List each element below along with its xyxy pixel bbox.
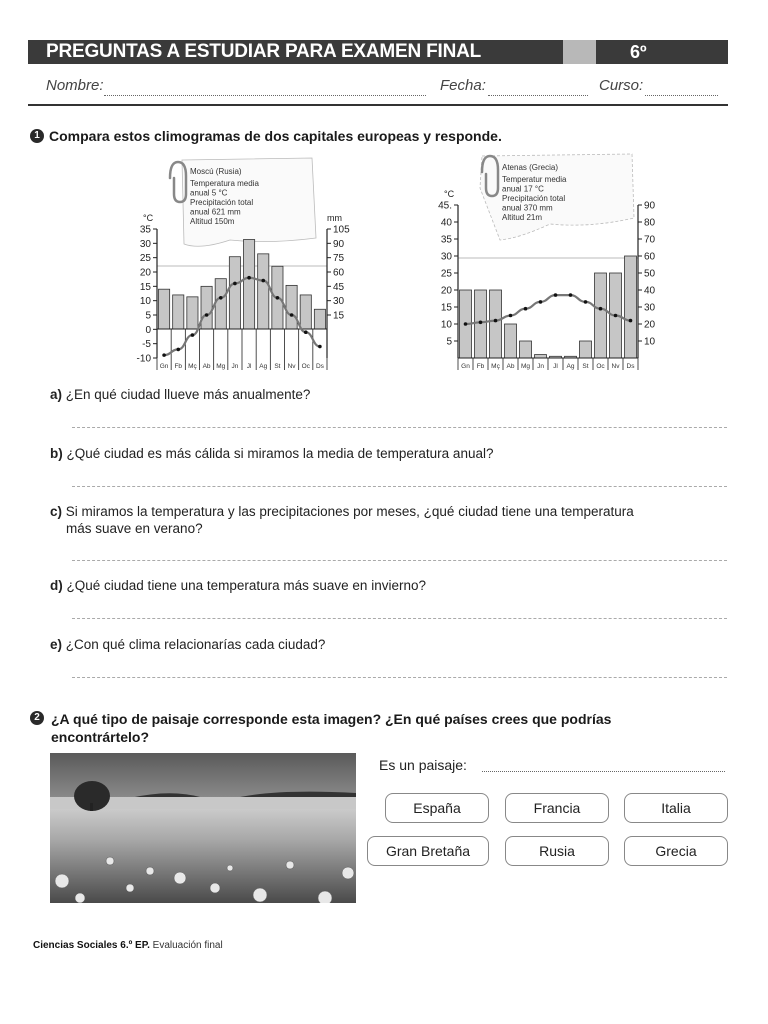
section-title: Compara estos climogramas de dos capitales europeas y responde. <box>49 128 502 144</box>
temperature-point <box>569 293 573 297</box>
temperature-point <box>524 307 528 311</box>
month-label: Jn <box>537 363 544 370</box>
month-label: Gn <box>461 363 470 370</box>
answer-line-e[interactable] <box>72 677 727 678</box>
left-tick-label: 10 <box>440 319 452 331</box>
month-label: Nv <box>611 363 620 370</box>
temperature-point <box>584 300 588 304</box>
temperature-point <box>261 279 265 283</box>
precipitation-bar <box>300 295 311 329</box>
month-label: Jl <box>246 363 252 370</box>
precipitation-bar <box>520 341 532 358</box>
question-e: e) ¿Con qué clima relacionarías cada ciudad? <box>50 637 326 652</box>
note-line: Altitud 21m <box>502 213 543 222</box>
left-tick-label: 20 <box>139 267 151 279</box>
precipitation-bar <box>187 297 198 329</box>
month-label: Mç <box>188 363 197 370</box>
right-tick-label: 60 <box>333 267 345 279</box>
temperature-point <box>599 307 603 311</box>
temperature-point <box>479 321 483 325</box>
right-tick-label: 105 <box>333 224 350 236</box>
temperature-point <box>191 333 195 337</box>
right-tick-label: 40 <box>644 285 656 297</box>
right-axis-unit: mm <box>327 213 342 223</box>
temperature-point <box>629 319 633 323</box>
answer-line-a[interactable] <box>72 427 727 428</box>
month-label: Ab <box>202 363 211 370</box>
name-label: Nombre: <box>46 77 104 94</box>
question-d: d) ¿Qué ciudad tiene una temperatura más suave en invierno? <box>50 578 426 593</box>
country-option-spain[interactable]: España <box>385 793 489 823</box>
note-line: Temperatura media <box>190 179 259 188</box>
temperature-point <box>233 282 237 286</box>
temperature-point <box>162 353 166 357</box>
precipitation-bar <box>173 295 184 329</box>
country-option-greece[interactable]: Grecia <box>624 836 728 866</box>
left-axis-unit: °C <box>143 213 154 223</box>
question-b: b) ¿Qué ciudad es más cálida si miramos la media de temperatura anual? <box>50 446 494 461</box>
temperature-point <box>318 345 322 349</box>
precipitation-bar <box>258 254 269 329</box>
left-tick-label: 15 <box>440 302 452 314</box>
note-line: anual 621 mm <box>190 207 241 217</box>
precipitation-bar <box>625 256 637 358</box>
left-axis-unit: °C <box>444 189 455 199</box>
course-label: Curso: <box>599 77 644 94</box>
note-line: anual 17 °C <box>502 184 544 194</box>
temperature-point <box>276 296 280 300</box>
temperature-point <box>554 293 558 297</box>
temperature-point <box>247 276 251 280</box>
month-label: Oc <box>596 363 605 370</box>
temperature-point <box>464 322 468 326</box>
country-option-russia[interactable]: Rusia <box>505 836 609 866</box>
precipitation-bar <box>286 285 297 329</box>
left-tick-label: 15 <box>139 281 151 293</box>
answer-line-b[interactable] <box>72 486 727 487</box>
left-tick-label: 20 <box>440 285 452 297</box>
month-label: Ag <box>566 363 575 370</box>
left-tick-label: 0 <box>145 324 151 336</box>
precipitation-bar <box>505 324 517 358</box>
right-tick-label: 60 <box>644 251 656 263</box>
note-line: Precipitación total <box>190 198 254 207</box>
temperature-point <box>614 314 618 318</box>
precipitation-bar <box>314 309 325 329</box>
section-number-badge: 1 <box>30 129 44 143</box>
date-label: Fecha: <box>440 77 486 94</box>
footer: Ciencias Sociales 6.º EP. Evaluación final <box>33 940 223 951</box>
right-tick-label: 80 <box>644 217 656 229</box>
left-tick-label: 30 <box>139 238 151 250</box>
month-label: Jn <box>231 363 239 370</box>
month-label: Mg <box>216 363 226 370</box>
month-label: Mg <box>520 363 531 370</box>
left-tick-label: 5 <box>145 310 151 322</box>
month-label: Fb <box>476 363 485 370</box>
section-title: ¿A qué tipo de paisaje corresponde esta imagen? ¿En qué países crees que podrías encontrártelo? <box>51 711 612 745</box>
note-line: anual 370 mm <box>502 203 553 213</box>
page-title: PREGUNTAS A ESTUDIAR PARA EXAMEN FINAL <box>46 41 482 62</box>
month-label: Ds <box>626 363 635 370</box>
note-title: Atenas (Grecia) <box>502 163 559 172</box>
month-label: Nv <box>287 363 296 370</box>
month-label: St <box>274 363 281 370</box>
month-label: Jl <box>553 363 558 370</box>
header-separator <box>563 40 596 64</box>
temperature-point <box>205 313 209 317</box>
month-label: St <box>582 363 589 370</box>
temperature-point <box>494 319 498 323</box>
precipitation-bar <box>229 257 240 329</box>
name-field[interactable] <box>104 94 426 96</box>
temperature-point <box>304 330 308 334</box>
answer-line-c[interactable] <box>72 560 727 561</box>
temperature-point <box>176 348 180 352</box>
grade-label: 6º <box>630 42 647 62</box>
right-tick-label: 20 <box>644 319 656 331</box>
precipitation-bar <box>244 240 255 329</box>
right-tick-label: 90 <box>333 238 345 250</box>
sunflower-field-photo <box>50 753 356 903</box>
precipitation-bar <box>215 279 226 329</box>
question-c: c) Si miramos la temperatura y las precipitaciones por meses, ¿qué ciudad tiene una temperatura más suave en verano? <box>50 504 634 536</box>
date-field[interactable] <box>488 94 588 96</box>
month-label: Gn <box>159 363 169 370</box>
landscape-answer-label: Es un paisaje: <box>379 757 467 773</box>
temperature-point <box>219 296 223 300</box>
left-tick-label: -5 <box>142 339 151 351</box>
note-line: Temperatur media <box>502 175 567 184</box>
answer-line-d[interactable] <box>72 618 727 619</box>
section-number-badge: 2 <box>30 711 44 725</box>
left-tick-label: 35 <box>139 224 151 236</box>
right-tick-label: 50 <box>644 268 656 280</box>
climogram-athens <box>420 148 680 378</box>
left-tick-label: 25 <box>139 253 151 265</box>
precipitation-bar <box>580 341 592 358</box>
precipitation-bar <box>201 286 212 329</box>
left-tick-label: -10 <box>136 353 151 365</box>
left-tick-label: 40 <box>440 217 452 229</box>
country-option-france[interactable]: Francia <box>505 793 609 823</box>
left-tick-label: 35 <box>440 234 452 246</box>
course-field[interactable] <box>645 94 718 96</box>
precipitation-bar <box>595 273 607 358</box>
right-tick-label: 30 <box>333 296 345 308</box>
right-tick-label: 90 <box>644 200 656 212</box>
precipitation-bar <box>490 290 502 358</box>
month-label: Ag <box>259 363 268 370</box>
note-line: Altitud 150m <box>190 217 235 226</box>
month-label: Ab <box>506 363 515 370</box>
temperature-point <box>509 314 513 318</box>
right-tick-label: 15 <box>333 310 345 322</box>
country-option-italy[interactable]: Italia <box>624 793 728 823</box>
left-tick-label: 10 <box>139 296 151 308</box>
country-option-great-britain[interactable]: Gran Bretaña <box>367 836 489 866</box>
note-line: Precipitación total <box>502 194 566 203</box>
temperature-point <box>290 313 294 317</box>
right-tick-label: 30 <box>644 302 656 314</box>
left-tick-label: 45. <box>438 200 452 212</box>
precipitation-bar <box>159 289 170 329</box>
note-title: Moscú (Rusia) <box>190 167 242 176</box>
left-tick-label: 5 <box>446 336 452 348</box>
month-label: Fb <box>174 363 183 370</box>
month-label: Mç <box>491 363 500 370</box>
climogram-moscow <box>120 148 360 378</box>
landscape-answer-field[interactable] <box>482 771 725 772</box>
question-a: a) ¿En qué ciudad llueve más anualmente? <box>50 387 311 402</box>
note-line: anual 5 °C <box>190 188 228 198</box>
temperature-point <box>539 300 543 304</box>
left-tick-label: 30 <box>440 251 452 263</box>
right-tick-label: 70 <box>644 234 656 246</box>
month-label: Ds <box>315 363 324 370</box>
right-tick-label: 45 <box>333 281 345 293</box>
right-tick-label: 75 <box>333 253 345 265</box>
right-tick-label: 10 <box>644 336 656 348</box>
month-label: Oc <box>301 363 310 370</box>
header-rule <box>28 104 728 106</box>
left-tick-label: 25 <box>440 268 452 280</box>
precipitation-bar <box>535 355 547 358</box>
